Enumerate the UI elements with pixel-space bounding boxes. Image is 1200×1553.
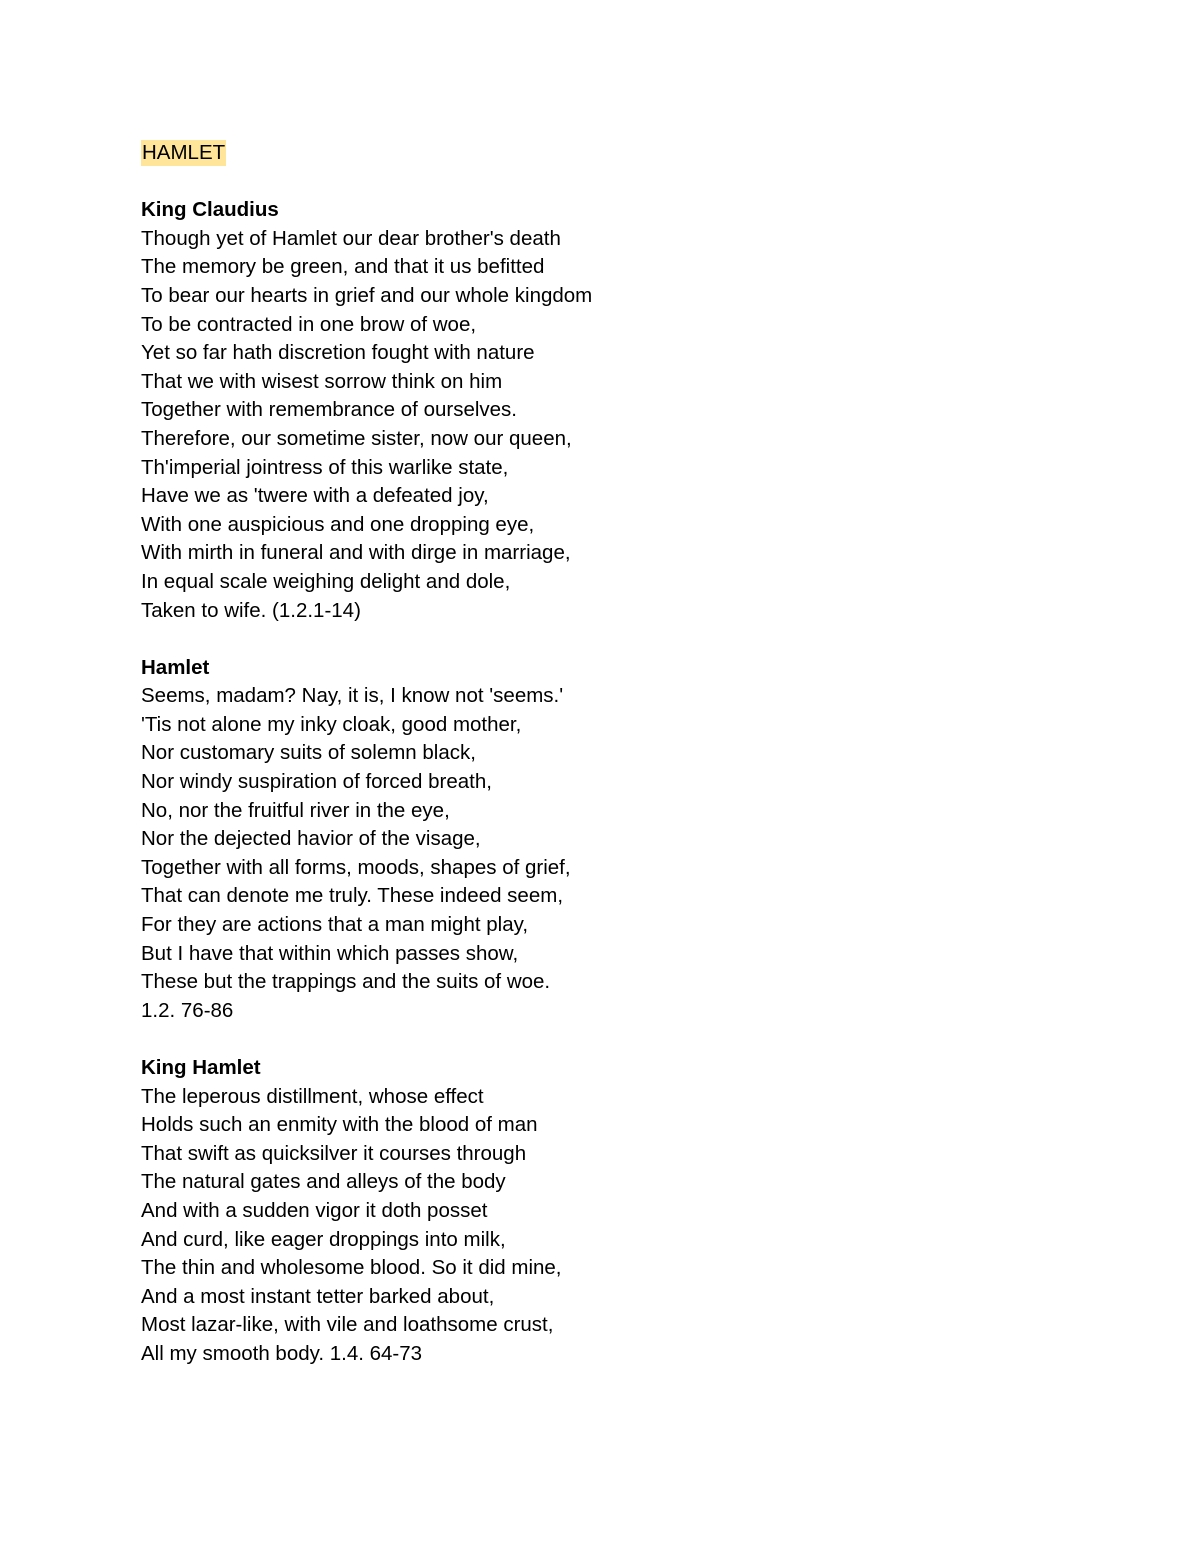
verse-line: With one auspicious and one dropping eye, [141,512,535,536]
speech-section [141,196,1041,625]
verse-line: All my smooth body. 1.4. 64-73 [141,1341,423,1365]
blank-line [141,168,1041,197]
speaker-name: King Hamlet [141,1056,261,1079]
verse-line: Seems, madam? Nay, it is, I know not 'seems.' [141,684,564,708]
verse-line: The thin and wholesome blood. So it did mine, [141,1256,562,1280]
verse-line: Yet so far hath discretion fought with nature [141,341,535,365]
speaker-name: Hamlet [141,655,210,679]
verse-line: 1.2. 76-86 [141,998,234,1022]
speech-section [141,654,1041,1026]
blank-line [141,625,1041,654]
verse-line: With mirth in funeral and with dirge in marriage, [141,541,571,565]
verse-line: Together with all forms, moods, shapes of grief, [141,855,571,879]
verse-line: The memory be green, and that it us befitted [141,255,545,279]
verse-line: And a most instant tetter barked about, [141,1284,495,1308]
verse-line: For they are actions that a man might play, [141,913,529,937]
verse-line: Nor customary suits of solemn black, [141,741,476,765]
verse-line: 'Tis not alone my inky cloak, good mother, [141,712,522,736]
verse-line: And with a sudden vigor it doth posset [141,1198,488,1222]
verse-line: Have we as 'twere with a defeated joy, [141,484,489,508]
speech-section [141,1054,1041,1369]
verse-line: Nor the dejected havior of the visage, [141,827,481,851]
verse-line: That we with wisest sorrow think on him [141,369,503,393]
verse-line: Together with remembrance of ourselves. [141,398,518,422]
verse-line: Taken to wife. (1.2.1-14) [141,598,361,622]
verse-line: That can denote me truly. These indeed seem, [141,884,564,908]
document-title: HAMLET [142,141,226,164]
verse-line: In equal scale weighing delight and dole, [141,569,511,593]
verse-line: The leperous distillment, whose effect [141,1084,484,1108]
verse-line: Most lazar-like, with vile and loathsome crust, [141,1313,554,1337]
blank-line [141,1025,1041,1054]
verse-line: Therefore, our sometime sister, now our queen, [141,426,572,450]
document-title-line [141,139,1041,168]
speeches-container [141,196,1041,1368]
verse-line: No, nor the fruitful river in the eye, [141,798,450,822]
verse-line: To be contracted in one brow of woe, [141,312,477,336]
document-page [141,139,1041,1369]
verse-line: Holds such an enmity with the blood of man [141,1113,538,1137]
verse-line: The natural gates and alleys of the body [141,1170,506,1194]
verse-line: To bear our hearts in grief and our whole kingdom [141,283,593,307]
verse-line: And curd, like eager droppings into milk, [141,1227,506,1251]
verse-line: Though yet of Hamlet our dear brother's death [141,226,561,250]
verse-line: Nor windy suspiration of forced breath, [141,770,492,794]
verse-line: These but the trappings and the suits of woe. [141,970,551,994]
verse-line: Th'imperial jointress of this warlike state, [141,455,509,479]
verse-line: But I have that within which passes show, [141,941,519,965]
verse-line: That swift as quicksilver it courses through [141,1141,527,1165]
speaker-name: King Claudius [141,198,279,222]
